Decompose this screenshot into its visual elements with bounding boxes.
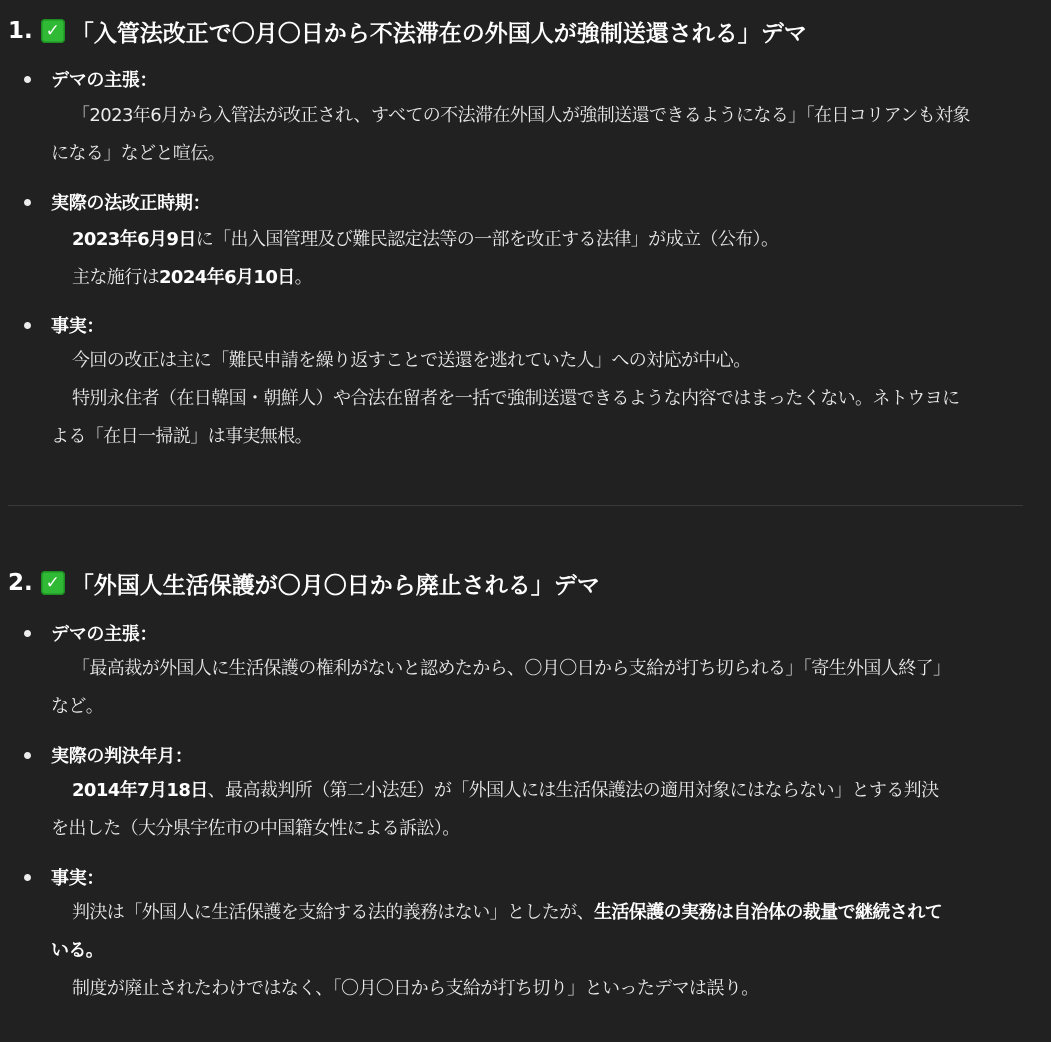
bullet-label: 事実： (51, 868, 105, 889)
section-title: 「外国人生活保護が〇月〇日から廃止される」デマ (70, 572, 600, 599)
bullet-dot-icon (24, 630, 31, 637)
section-number: 1. (8, 18, 33, 44)
section-heading (8, 11, 807, 51)
check-mark-icon: ✓ (41, 571, 65, 595)
text-line: 特別永住者（在日韓国・朝鮮人）や合法在留者を一括で強制送還できるような内容ではまったくない。ネトウヨに (72, 388, 960, 409)
bold-date: 2023年6月9日 (72, 229, 196, 250)
text-line: 今回の改正は主に「難民申請を繰り返すことで送還を逃れていた人」への対応が中心。 (72, 350, 751, 371)
bold-text: 生活保護の実務は自治体の裁量で継続されて (594, 902, 942, 923)
bullet-text (51, 97, 1026, 173)
bullet-dot-icon (24, 874, 31, 881)
text-line: 制度が廃止されたわけではなく、「〇月〇日から支給が打ち切り」といったデマは誤り。 (72, 978, 759, 999)
text-line: よる「在日一掃説」は事実無根。 (51, 426, 312, 447)
text-span: に「出入国管理及び難民認定法等の一部を改正する法律」が成立（公布）。 (195, 229, 779, 250)
text-span: 、最高裁判所（第二小法廷）が「外国人には生活保護法の適用対象にはならない」とする判決 (207, 780, 939, 801)
section-title: 「入管法改正で〇月〇日から不法滞在の外国人が強制送還される」デマ (70, 20, 807, 47)
bullet-dot-icon (24, 322, 31, 329)
text-line-bold: いる。 (51, 940, 104, 961)
bullet-label: 実際の法改正時期： (51, 193, 211, 214)
text-span: 。 (294, 267, 313, 288)
text-line (51, 772, 1026, 810)
text-line: 「2023年6月から入管法が改正され、すべての不法滞在外国人が強制送還できるようになる」「在日コリアンも対象 (72, 105, 970, 126)
bullet-text (51, 650, 1026, 726)
bullet-text (51, 221, 1026, 297)
text-span: 判決は「外国人に生活保護を支給する法的義務はない」としたが、 (72, 902, 594, 923)
bullet-dot-icon (24, 76, 31, 83)
bullet-label: 実際の判決年月： (51, 746, 193, 767)
text-line: になる」などと喧伝。 (51, 143, 225, 164)
bullet-text (51, 342, 1026, 456)
section-divider (8, 505, 1023, 506)
section-heading (8, 563, 600, 603)
bullet-text (51, 772, 1026, 848)
bullet-label: 事実： (51, 316, 105, 337)
bullet-dot-icon (24, 199, 31, 206)
text-line: など。 (51, 696, 104, 717)
text-line: 「最高裁が外国人に生活保護の権利がないと認めたから、〇月〇日から支給が打ち切られる」「寄生外国人終了」 (72, 658, 951, 679)
bullet-dot-icon (24, 752, 31, 759)
bullet-label: デマの主張： (51, 624, 158, 645)
check-mark-icon: ✓ (41, 19, 65, 43)
bullet-text (51, 894, 1026, 1008)
bold-date: 2024年6月10日 (159, 267, 295, 288)
bullet-label: デマの主張： (51, 70, 158, 91)
text-span: 主な施行は (72, 267, 159, 288)
text-line (51, 259, 1026, 297)
text-line (51, 894, 1026, 932)
section-number: 2. (8, 570, 33, 596)
text-line (51, 221, 1026, 259)
text-line: を出した（大分県宇佐市の中国籍女性による訴訟）。 (51, 818, 460, 839)
bold-date: 2014年7月18日 (72, 780, 208, 801)
